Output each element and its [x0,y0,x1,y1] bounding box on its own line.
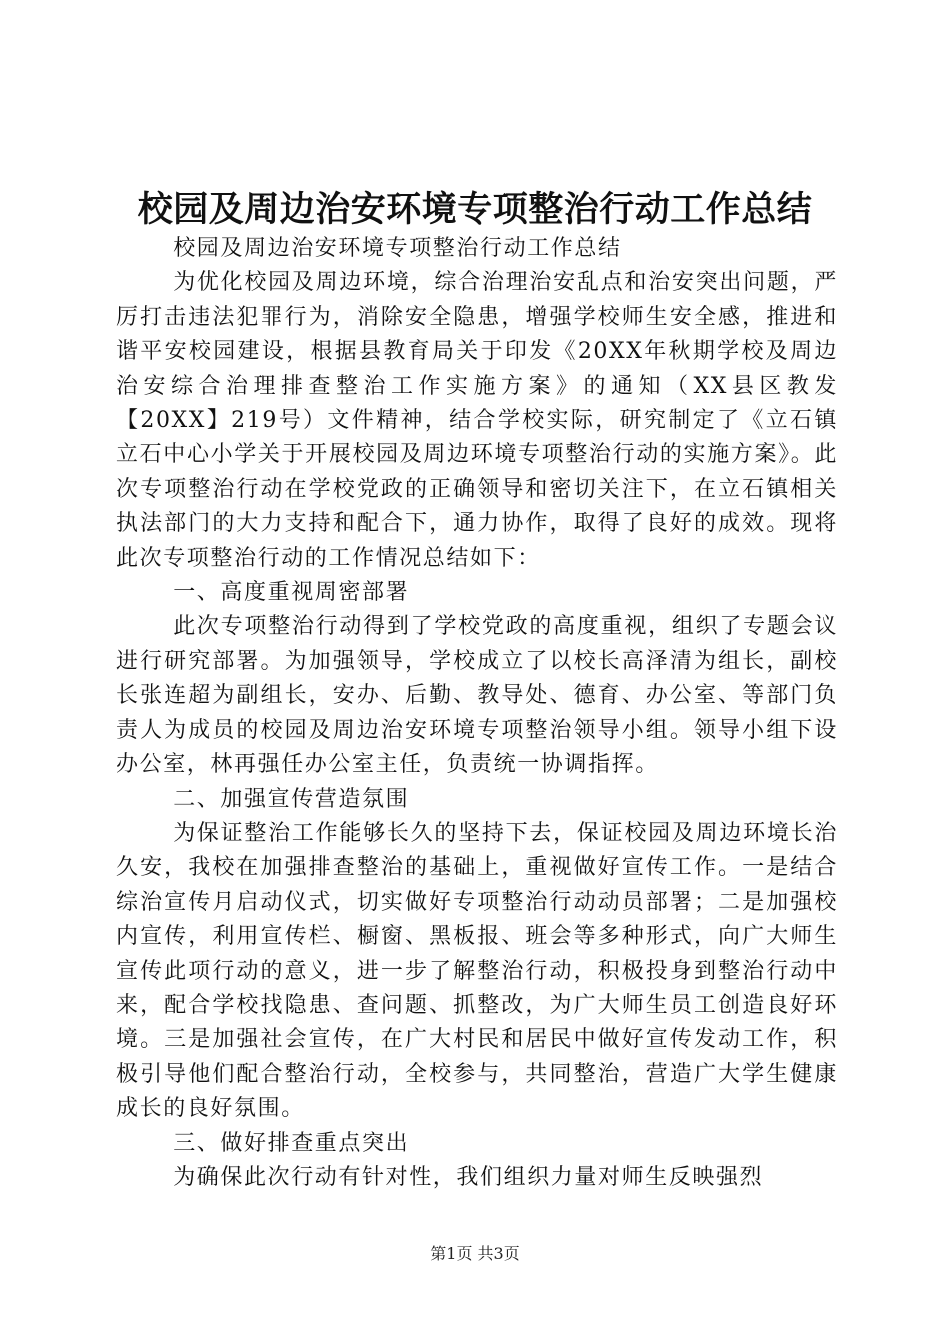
intro-paragraph: 为优化校园及周边环境，综合治理治安乱点和治安突出问题，严厉打击违法犯罪行为，消除安全隐患，增强学校师生安全感，推进和谐平安校园建设，根据县教育局关于印发《20XX年秋期学校及周边治安综合治理排查整治工作实施方案》的通知（XX县区教发【20XX】219号）文件精神，结合学校实际，研究制定了《立石镇立石中心小学关于开展校园及周边环境专项整治行动的实施方案》。此次专项整治行动在学校党政的正确领导和密切关注下，在立石镇相关执法部门的大力支持和配合下，通力协作，取得了良好的成效。现将此次专项整治行动的工作情况总结如下： [116,270,838,571]
section-heading-1: 一、高度重视周密部署 [173,580,410,606]
page-footer: 第1页 共3页 [430,1244,520,1263]
document-body [116,232,838,1195]
section-paragraph-3: 为确保此次行动有针对性，我们组织力量对师生反映强烈 [173,1164,764,1190]
section-heading-2: 二、加强宣传营造氛围 [173,786,410,812]
document-title: 校园及周边治安环境专项整治行动工作总结 [137,189,813,230]
section-heading-3: 三、做好排查重点突出 [173,1130,410,1156]
section-paragraph-2: 为保证整治工作能够长久的坚持下去，保证校园及周边环境长治久安，我校在加强排查整治的基础上，重视做好宣传工作。一是结合综治宣传月启动仪式，切实做好专项整治行动动员部署；二是加强校内宣传，利用宣传栏、橱窗、黑板报、班会等多种形式，向广大师生宣传此项行动的意义，进一步了解整治行动，积极投身到整治行动中来，配合学校找隐患、查问题、抓整改，为广大师生员工创造良好环境。三是加强社会宣传，在广大村民和居民中做好宣传发动工作，积极引导他们配合整治行动，全校参与，共同整治，营造广大学生健康成长的良好氛围。 [116,820,838,1122]
section-paragraph-1: 此次专项整治行动得到了学校党政的高度重视，组织了专题会议进行研究部署。为加强领导，学校成立了以校长高泽清为组长，副校长张连超为副组长，安办、后勤、教导处、德育、办公室、等部门负责人为成员的校园及周边治安环境专项整治领导小组。领导小组下设办公室，林再强任办公室主任，负责统一协调指挥。 [116,614,838,778]
document-subtitle: 校园及周边治安环境专项整治行动工作总结 [173,236,622,261]
